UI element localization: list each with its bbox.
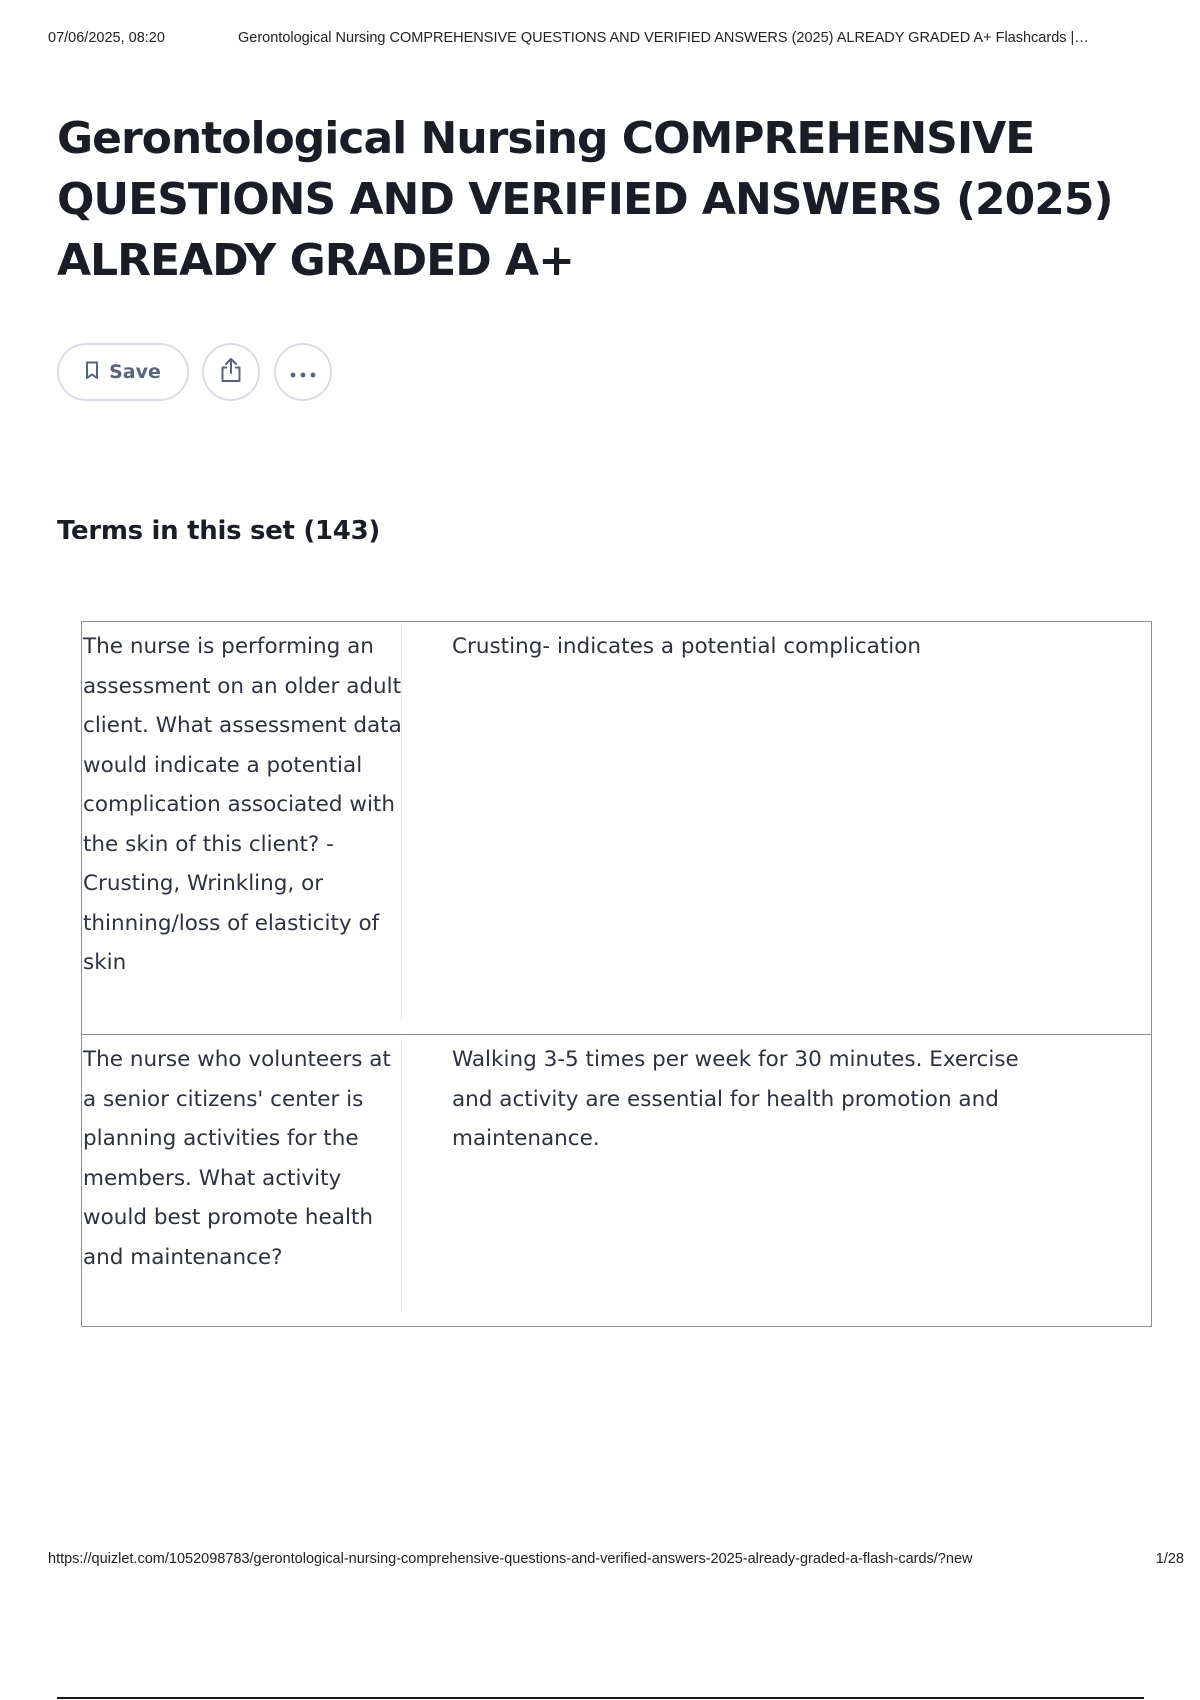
print-datetime: 07/06/2025, 08:20 (48, 30, 165, 46)
term-text: The nurse is performing an assessment on an older adult client. What assessment data would indicate a potential complication associated with the skin of this client? - Crusting, Wrinkling, or thinning/loss of elasticity of skin (82, 622, 402, 1034)
save-button-label: Save (109, 361, 161, 383)
set-title: Gerontological Nursing COMPREHENSIVE QUESTIONS AND VERIFIED ANSWERS (2025) ALREADY GRADED A+ (57, 113, 1113, 286)
more-horizontal-icon (290, 363, 316, 382)
print-footer (48, 1551, 1184, 1571)
definition-text: Crusting- indicates a potential complication (452, 634, 922, 659)
terms-heading: Terms in this set (143) (57, 516, 380, 546)
term-text: The nurse who volunteers at a senior citizens' center is planning activities for the members. What activity would best promote health and maintenance? (82, 1035, 402, 1326)
bottom-divider (57, 1697, 1144, 1699)
print-url: https://quizlet.com/1052098783/gerontological-nursing-comprehensive-questions-and-verified-answers-2025-already-graded-a-flash-cards/?new (48, 1551, 973, 1567)
term-row (82, 622, 1151, 1034)
term-row (82, 1034, 1151, 1326)
terms-table (81, 621, 1152, 1327)
share-button[interactable] (202, 343, 260, 401)
save-button[interactable] (57, 343, 189, 401)
definition-text: Walking 3-5 times per week for 30 minutes. Exercise and activity are essential for health promotion and maintenance. (452, 1047, 1019, 1151)
bookmark-icon (85, 361, 99, 384)
share-icon (219, 357, 243, 387)
print-document-title: Gerontological Nursing COMPREHENSIVE QUESTIONS AND VERIFIED ANSWERS (2025) ALREADY GRADED A+ Flashcards |… (238, 30, 1089, 46)
page-number: 1/28 (1155, 1551, 1184, 1567)
more-options-button[interactable] (274, 343, 332, 401)
print-header (48, 30, 1182, 50)
